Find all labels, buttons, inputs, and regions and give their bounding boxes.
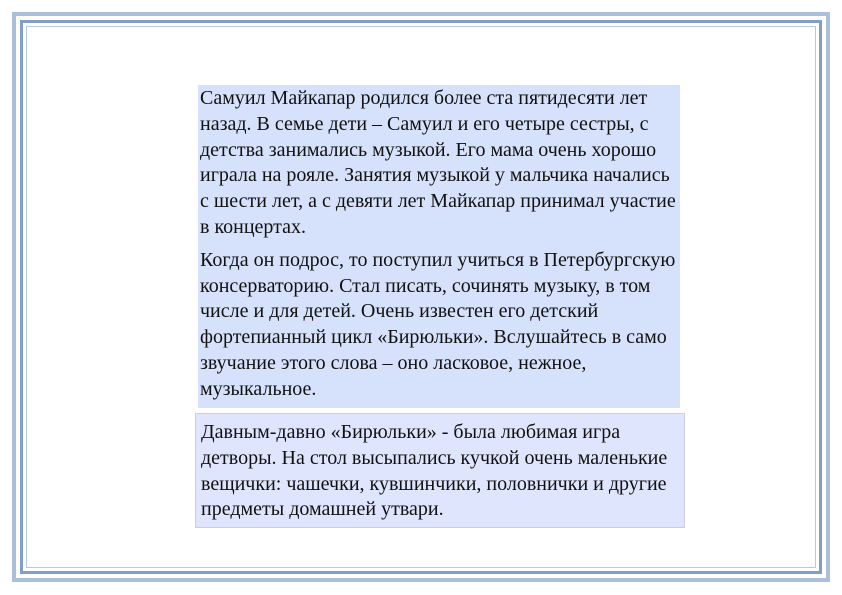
main-text-block: [198, 85, 680, 408]
note-paragraph: Давным-давно «Бирюльки» - была любимая игра детворы. На стол высыпались кучкой очень маленькие вещички: чашечки, кувшинчики, половнички и другие предметы домашней утвари.: [201, 421, 668, 521]
main-paragraph-2: Когда он подрос, то поступил учиться в Петербургскую консерваторию. Стал писать, сочинять музыку, в том числе и для детей. Очень известен его детский фортепианный цикл «Бирюльки». Вслушайтесь в само звучание этого слова – оно ласковое, нежное, музыкальное.: [200, 248, 676, 400]
main-paragraph-1: Самуил Майкапар родился более ста пятидесяти лет назад. В семье дети – Самуил и его четыре сестры, с детства занимались музыкой. Его мама очень хорошо играла на рояле. Занятия музыкой у мальчика начались с шести лет, а с девяти лет Майкапар принимал участие в концертах.: [200, 87, 676, 238]
note-text-block: [195, 413, 685, 528]
